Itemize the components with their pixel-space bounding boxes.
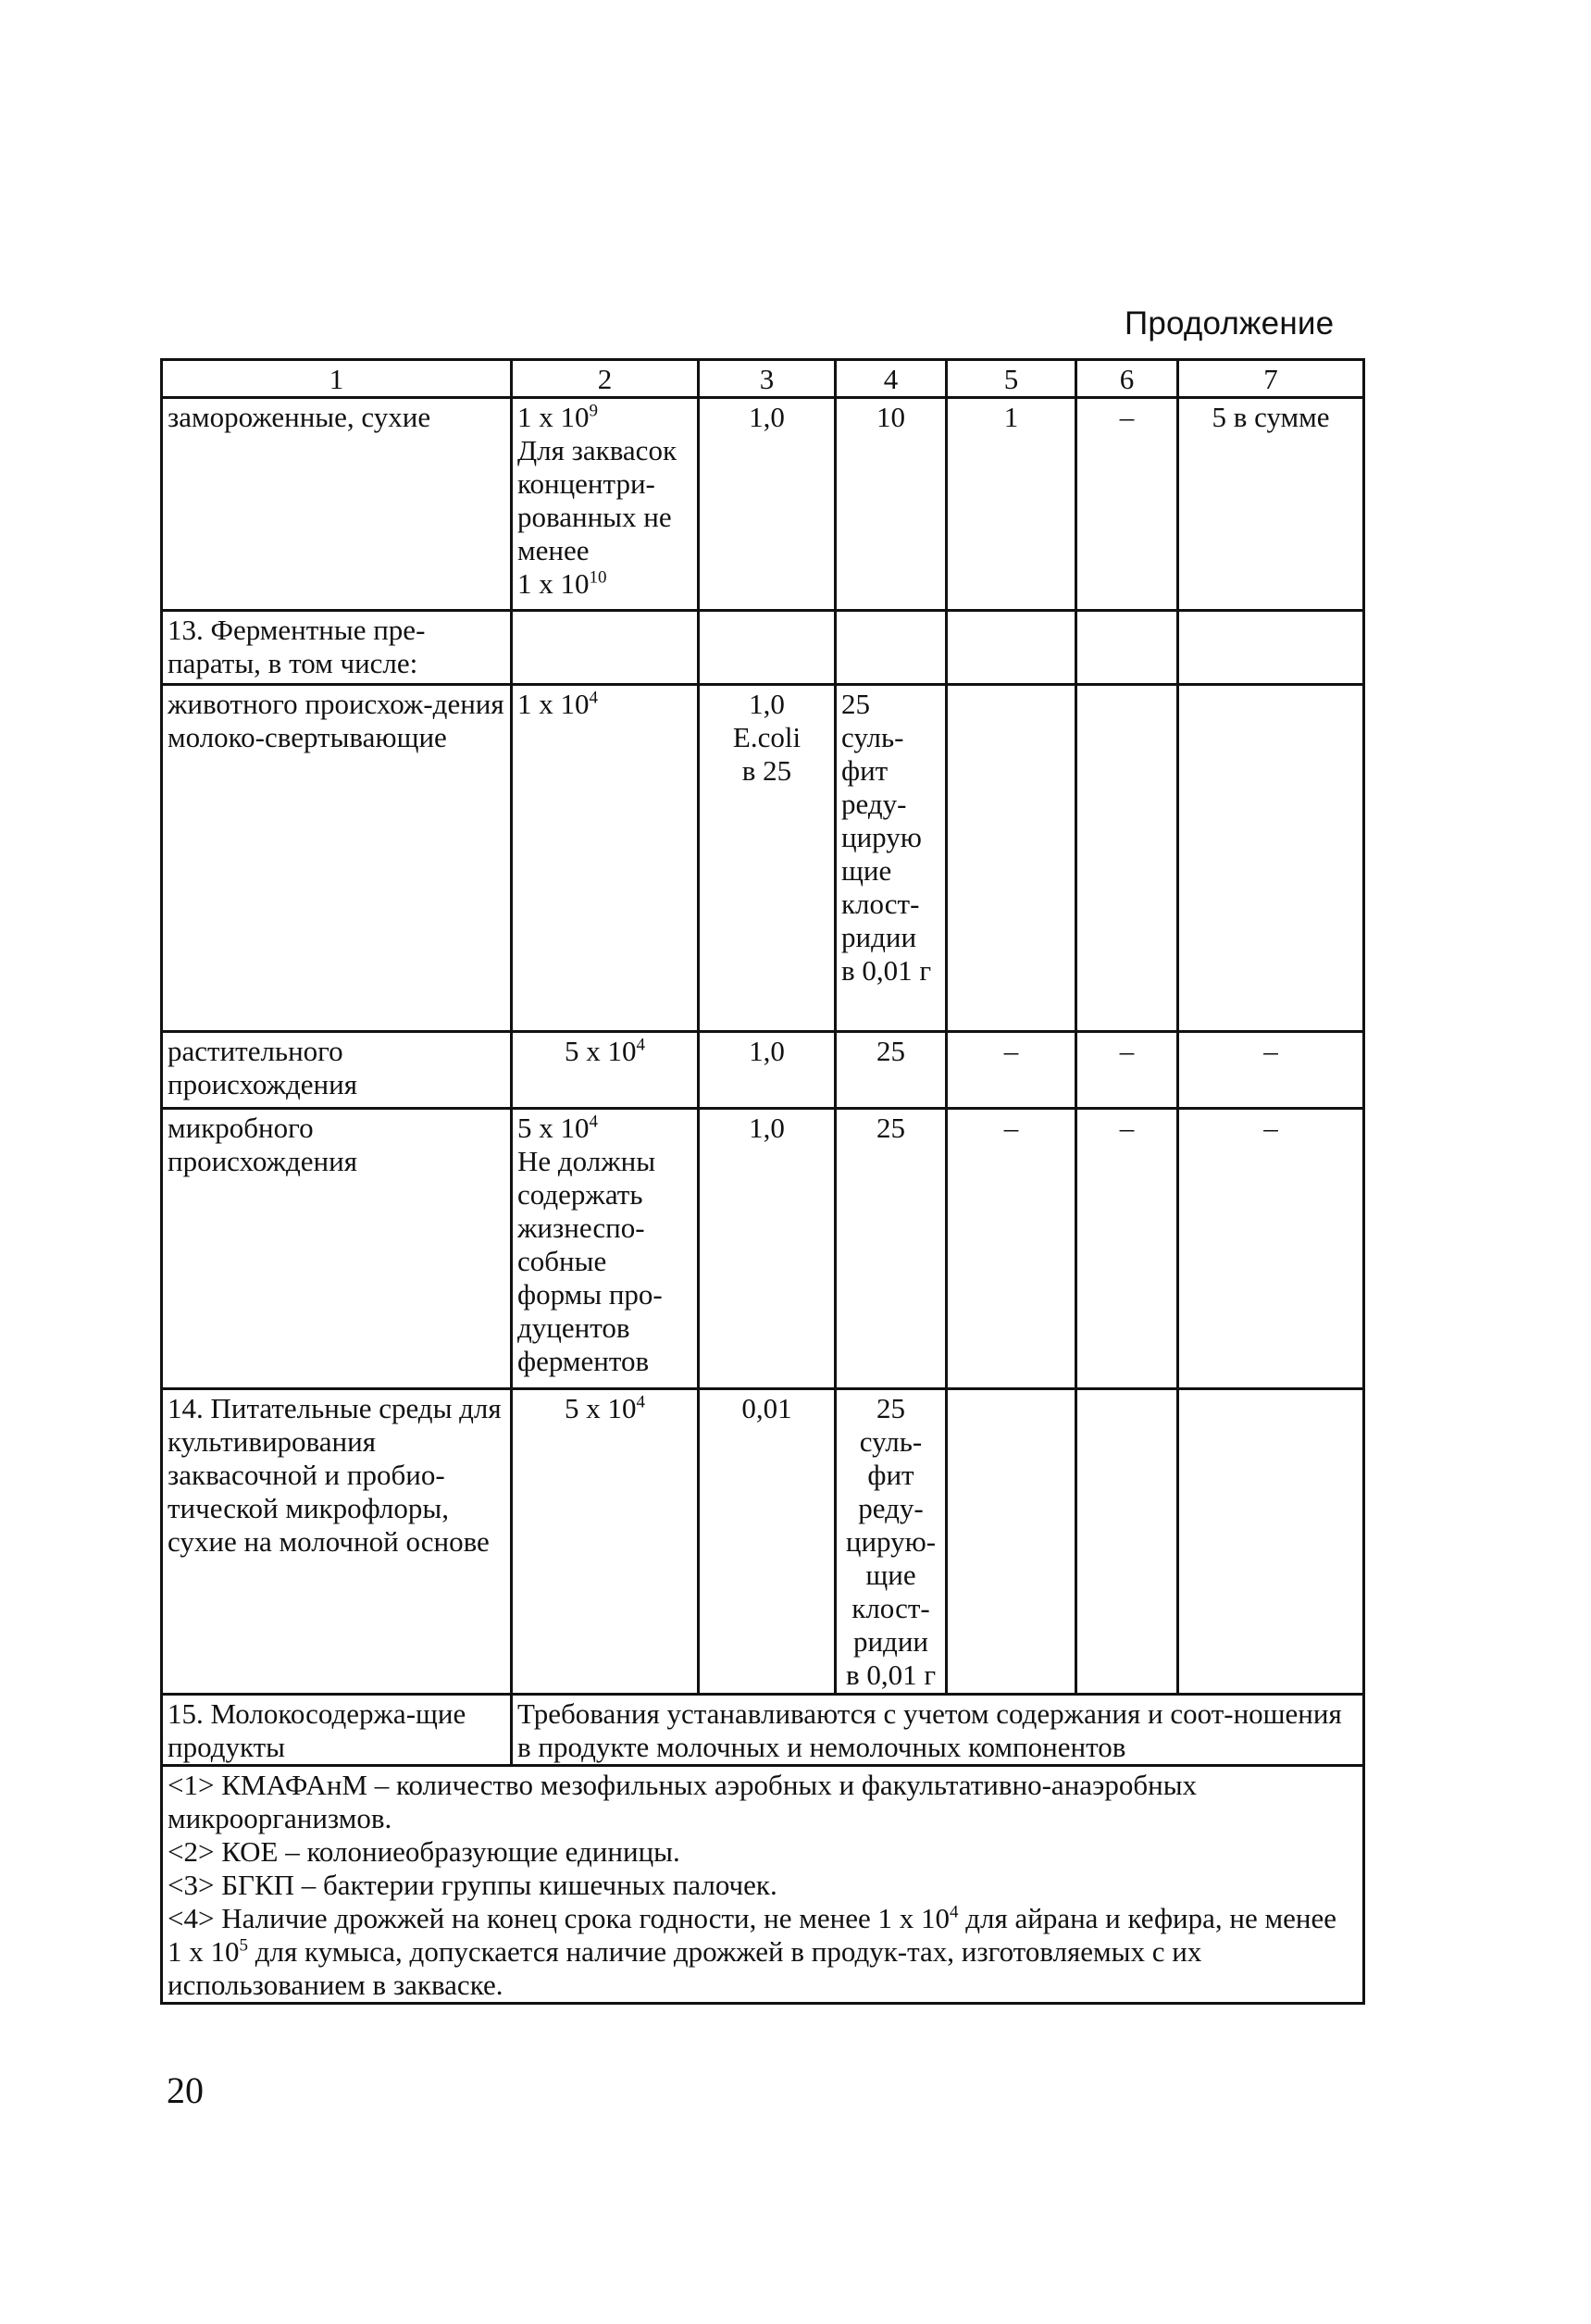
col4-value: 25 суль- фит реду- цирую- щие клост- ридии в 0,01 г (836, 1389, 947, 1695)
col6-value: – (1076, 1032, 1178, 1109)
table-header-row (162, 360, 1364, 398)
table-row-milk-containing (162, 1695, 1364, 1766)
product-name: 15. Молокосодержа-щие продукты (162, 1695, 512, 1766)
product-name: 14. Питательные среды для культивирования заквасочной и пробио-тической микрофлоры, сухие на молочной основе (162, 1389, 512, 1695)
header-cell-1: 1 (162, 360, 512, 398)
col7-value: – (1178, 1109, 1364, 1389)
header-cell-4: 4 (836, 360, 947, 398)
table-row-frozen-dry (162, 398, 1364, 611)
footnotes (162, 1766, 1364, 2004)
product-name: микробного происхождения (162, 1109, 512, 1389)
col5-value: – (947, 1032, 1076, 1109)
header-cell-5: 5 (947, 360, 1076, 398)
col4-value: 25 суль- фит реду- цирую щие клост- ридии в 0,01 г (836, 685, 947, 1032)
table-row-nutrient-media (162, 1389, 1364, 1695)
kmafanm-value: 5 x $10^4$ (512, 1389, 699, 1695)
footnote-3: <3> БГКП – бактерии группы кишечных палочек. (168, 1869, 777, 1901)
table-footnotes-row (162, 1766, 1364, 2004)
concentrate-note: Для заквасок концентри-рованных не менее (517, 434, 677, 566)
kmafanm-value: 5 x $10^4$ (512, 1032, 699, 1109)
continuation-heading: Продолжение (1125, 305, 1335, 342)
table-row-plant-origin (162, 1032, 1364, 1109)
product-name: 13. Ферментные пре-параты, в том числе: (162, 611, 512, 685)
footnote-1: <1> КМАФАнМ – количество мезофильных аэробных и факультативно-анаэробных микроорганизмов. (168, 1769, 1198, 1834)
product-name: растительного происхождения (162, 1032, 512, 1109)
table-row-enzyme-preparations (162, 611, 1364, 685)
header-cell-7: 7 (1178, 360, 1364, 398)
kmafanm-value: 1 x $10^9$ Для заквасок концентри-рованных не менее 1 x $10^{10}$ (512, 398, 699, 611)
bgkp-value: 1,0 (699, 1109, 836, 1389)
bgkp-value: 1,0 (699, 1032, 836, 1109)
header-cell-6: 6 (1076, 360, 1178, 398)
page-number: 20 (167, 2069, 204, 2111)
col4-value: 25 (836, 1109, 947, 1389)
col4-value: 10 (836, 398, 947, 611)
producer-note: Не должны содержать жизнеспо-собные формы про-дуцентов ферментов (517, 1145, 663, 1377)
col7-value: – (1178, 1032, 1364, 1109)
header-cell-3: 3 (699, 360, 836, 398)
col4-value: 25 (836, 1032, 947, 1109)
table-row-animal-origin (162, 685, 1364, 1032)
kmafanm-value: 1 x $10^4$ (512, 685, 699, 1032)
header-cell-2: 2 (512, 360, 699, 398)
kmafanm-value: 5 x $10^4$ Не должны содержать жизнеспо-собные формы про-дуцентов ферментов (512, 1109, 699, 1389)
bgkp-value: 0,01 (699, 1389, 836, 1695)
product-name: животного происхож-дения молоко-свертывающие (162, 685, 512, 1032)
bgkp-value: 1,0 (699, 398, 836, 611)
col5-value: 1 (947, 398, 1076, 611)
col7-value: 5 в сумме (1178, 398, 1364, 611)
bgkp-value: 1,0 E.coli в 25 (699, 685, 836, 1032)
footnote-4: <4> Наличие дрожжей на конец срока годности, не менее 1 x $10^4$ для айрана и кефира, не менее 1 x $10^5$ для кумыса, допускается наличие дрожжей в продук-тах, изготовляемых с их использованием в закваске. (168, 1902, 1336, 2001)
product-name: замороженные, сухие (162, 398, 512, 611)
col6-value: – (1076, 1109, 1178, 1389)
col5-value: – (947, 1109, 1076, 1389)
requirements-text: Требования устанавливаются с учетом содержания и соот-ношения в продукте молочных и немолочных компонентов (512, 1695, 1364, 1766)
requirements-table (160, 358, 1365, 2005)
table-row-microbial-origin (162, 1109, 1364, 1389)
footnote-2: <2> КОЕ – колониеобразующие единицы. (168, 1835, 680, 1868)
col6-value: – (1076, 398, 1178, 611)
